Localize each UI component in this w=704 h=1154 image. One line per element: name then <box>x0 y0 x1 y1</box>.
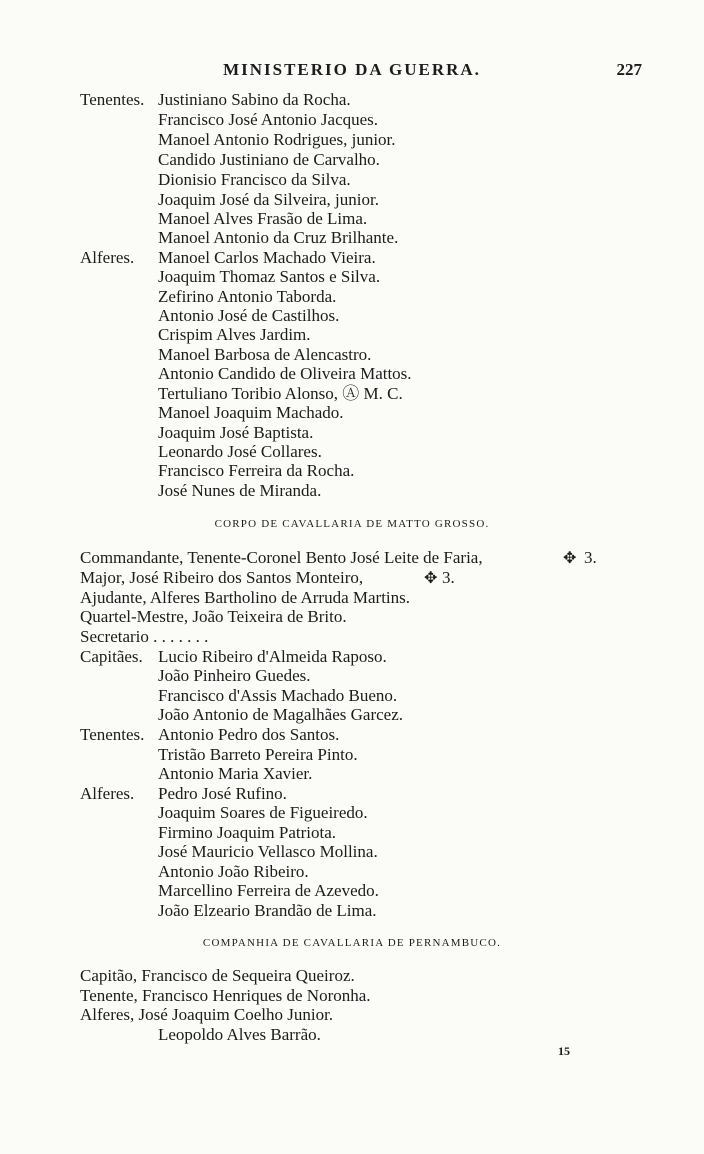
alferes-line: Alferes, José Joaquim Coelho Junior. <box>80 1005 334 1024</box>
list-item: Antonio João Ribeiro. <box>158 862 309 881</box>
list-item: José Mauricio Vellasco Mollina. <box>158 842 378 861</box>
list-item: João Elzeario Brandão de Lima. <box>158 901 377 920</box>
list-item: Joaquim Soares de Figueiredo. <box>158 803 368 822</box>
list-item: João Pinheiro Guedes. <box>158 666 311 685</box>
list-item: Antonio Pedro dos Santos. <box>158 725 340 744</box>
list-item: Antonio José de Castilhos. <box>158 306 340 325</box>
list-item: Marcellino Ferreira de Azevedo. <box>158 881 379 900</box>
list-item: Tristão Barreto Pereira Pinto. <box>158 745 358 764</box>
list-item: Zefirino Antonio Taborda. <box>158 287 337 306</box>
list-item: José Nunes de Miranda. <box>158 481 322 500</box>
section-heading: CORPO DE CAVALLARIA DE MATTO GROSSO. <box>214 518 490 530</box>
list-item: Joaquim Thomaz Santos e Silva. <box>158 267 381 286</box>
list-item: Manoel Antonio Rodrigues, junior. <box>158 130 396 149</box>
order-cross-icon: ✥ <box>563 550 577 567</box>
list-item: Francisco Ferreira da Rocha. <box>158 461 355 480</box>
list-item: Manoel Barbosa de Alencastro. <box>158 345 372 364</box>
order-cross-icon: ✥ <box>424 570 438 587</box>
commandante-line: Commandante, Tenente-Coronel Bento José Leite de Faria, <box>80 548 483 567</box>
rank-label-alferes: Alferes. <box>80 248 135 267</box>
major-line: Major, José Ribeiro dos Santos Monteiro, <box>80 568 364 587</box>
list-item: Joaquim José Baptista. <box>158 423 314 442</box>
list-item: Leopoldo Alves Barrão. <box>158 1025 321 1044</box>
list-item: Firmino Joaquim Patriota. <box>158 823 337 842</box>
list-item: Manoel Joaquim Machado. <box>158 403 344 422</box>
section-heading: COMPANHIA DE CAVALLARIA DE PERNAMBUCO. <box>202 937 502 949</box>
secretario-line: Secretario . . . . . . . <box>80 627 209 646</box>
list-item: Candido Justiniano de Carvalho. <box>158 150 380 169</box>
page-header-title: MINISTERIO DA GUERRA. <box>223 60 481 79</box>
list-item: Crispim Alves Jardim. <box>158 325 311 344</box>
list-item: Antonio Candido de Oliveira Mattos. <box>158 364 412 383</box>
list-item: Joaquim José da Silveira, junior. <box>158 190 379 209</box>
commandante-mark: 3. <box>584 548 597 567</box>
list-item: Antonio Maria Xavier. <box>158 764 313 783</box>
ajudante-line: Ajudante, Alferes Bartholino de Arruda Martins. <box>80 588 411 607</box>
list-item: Manoel Alves Frasão de Lima. <box>158 209 368 228</box>
list-item: Dionisio Francisco da Silva. <box>158 170 351 189</box>
list-item: Manoel Antonio da Cruz Brilhante. <box>158 228 399 247</box>
rank-label-capitaes: Capitães. <box>80 647 143 666</box>
list-item: Lucio Ribeiro d'Almeida Raposo. <box>158 647 387 666</box>
page-number: 227 <box>616 60 642 79</box>
capitao-line: Capitão, Francisco de Sequeira Queiroz. <box>80 966 355 985</box>
rank-label-alferes: Alferes. <box>80 784 135 803</box>
list-item: Manoel Carlos Machado Vieira. <box>158 248 376 267</box>
tenente-line: Tenente, Francisco Henriques de Noronha. <box>80 986 371 1005</box>
list-item: Francisco José Antonio Jacques. <box>158 110 379 129</box>
list-item: Leonardo José Collares. <box>158 442 322 461</box>
major-mark: 3. <box>442 568 455 587</box>
rank-label-tenentes: Tenentes. <box>80 725 145 744</box>
list-item: Pedro José Rufino. <box>158 784 287 803</box>
rank-label-tenentes: Tenentes. <box>80 90 145 109</box>
quartel-mestre-line: Quartel-Mestre, João Teixeira de Brito. <box>80 607 347 626</box>
list-item: Justiniano Sabino da Rocha. <box>158 90 351 109</box>
signature-mark: 15 <box>558 1044 570 1058</box>
list-item: João Antonio de Magalhães Garcez. <box>158 705 403 724</box>
list-item: Francisco d'Assis Machado Bueno. <box>158 686 398 705</box>
list-item: Tertuliano Toribio Alonso, Ⓐ M. C. <box>158 384 403 403</box>
